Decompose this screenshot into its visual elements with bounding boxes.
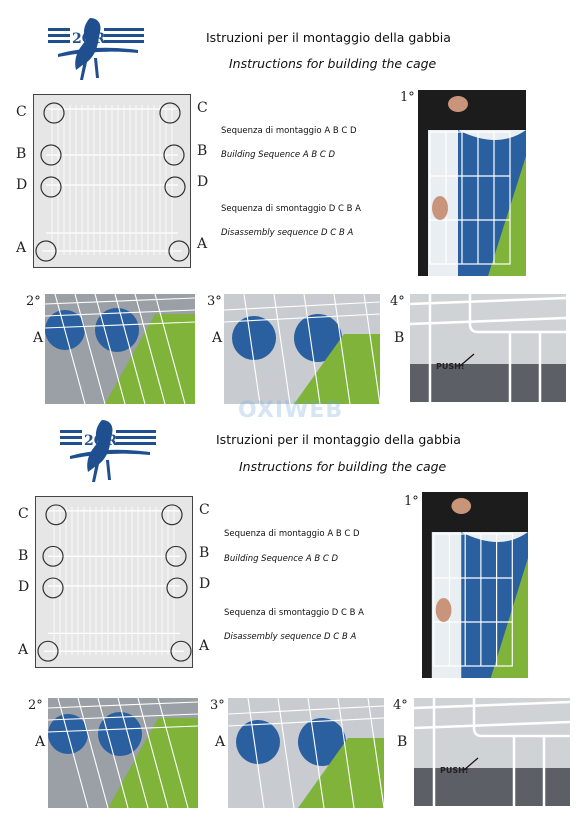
step-4-label: B	[397, 734, 408, 750]
step-4-photo	[414, 698, 570, 806]
brand-logo	[46, 14, 146, 84]
step-3-label: A	[212, 330, 223, 346]
step-4-number: 4°	[393, 698, 408, 713]
disassembly-sequence-en: Disassembly sequence D C B A	[221, 228, 354, 238]
label-d-right: D	[199, 576, 211, 592]
step-3-photo	[224, 294, 380, 404]
cage-top-diagram	[35, 496, 193, 668]
title-english: Instructions for building the cage	[229, 56, 437, 71]
label-a-right: A	[197, 236, 208, 252]
instruction-sheet-top	[0, 0, 585, 404]
step-2-number: 2°	[28, 698, 43, 713]
step-1-number: 1°	[404, 494, 419, 509]
step-2-label: A	[33, 330, 44, 346]
step-4-label: B	[394, 330, 405, 346]
step-2-photo	[45, 294, 195, 404]
disassembly-sequence-it: Sequenza di smontaggio D C B A	[221, 204, 361, 214]
push-label: PUSH!	[440, 766, 469, 775]
label-d-left: D	[16, 177, 28, 193]
step-3-photo	[228, 698, 384, 808]
label-c-right: C	[197, 100, 208, 116]
label-c-left: C	[16, 104, 27, 120]
assembly-sequence-en: Building Sequence A B C D	[221, 150, 336, 160]
step-4-number: 4°	[390, 294, 405, 309]
label-a-right: A	[199, 638, 210, 654]
label-b-right: B	[199, 545, 210, 561]
step-2-label: A	[35, 734, 46, 750]
label-a-left: A	[16, 240, 27, 256]
step-4-photo	[410, 294, 566, 402]
cage-top-diagram	[33, 94, 191, 268]
label-d-left: D	[18, 579, 30, 595]
label-b-left: B	[18, 548, 29, 564]
assembly-sequence-en: Building Sequence A B C D	[224, 554, 339, 564]
step-3-number: 3°	[210, 698, 225, 713]
label-c-left: C	[18, 506, 29, 522]
label-b-right: B	[197, 143, 208, 159]
assembly-sequence-it: Sequenza di montaggio A B C D	[224, 529, 360, 539]
label-d-right: D	[197, 174, 209, 190]
logo-text: 2GR	[72, 31, 106, 47]
bird-logo-icon	[46, 14, 146, 84]
disassembly-sequence-en: Disassembly sequence D C B A	[224, 632, 357, 642]
cage-grid-image	[36, 497, 192, 667]
push-label: PUSH!	[436, 362, 465, 371]
step-1-number: 1°	[400, 90, 415, 105]
logo-text: 2GR	[84, 433, 118, 449]
title-italian: Istruzioni per il montaggio della gabbia	[206, 30, 451, 45]
cage-grid-image	[34, 95, 190, 267]
step-1-photo	[418, 90, 526, 276]
title-english: Instructions for building the cage	[239, 459, 447, 474]
brand-logo	[58, 416, 158, 486]
step-2-photo	[48, 698, 198, 808]
disassembly-sequence-it: Sequenza di smontaggio D C B A	[224, 608, 364, 618]
step-3-label: A	[215, 734, 226, 750]
bird-logo-icon	[58, 416, 158, 486]
label-c-right: C	[199, 502, 210, 518]
instruction-sheet-bottom	[0, 412, 585, 816]
step-1-photo	[422, 492, 528, 678]
label-b-left: B	[16, 146, 27, 162]
watermark-text: OXIWEB	[238, 398, 344, 423]
label-a-left: A	[18, 642, 29, 658]
step-3-number: 3°	[207, 294, 222, 309]
step-2-number: 2°	[26, 294, 41, 309]
title-italian: Istruzioni per il montaggio della gabbia	[216, 432, 461, 447]
assembly-sequence-it: Sequenza di montaggio A B C D	[221, 126, 357, 136]
